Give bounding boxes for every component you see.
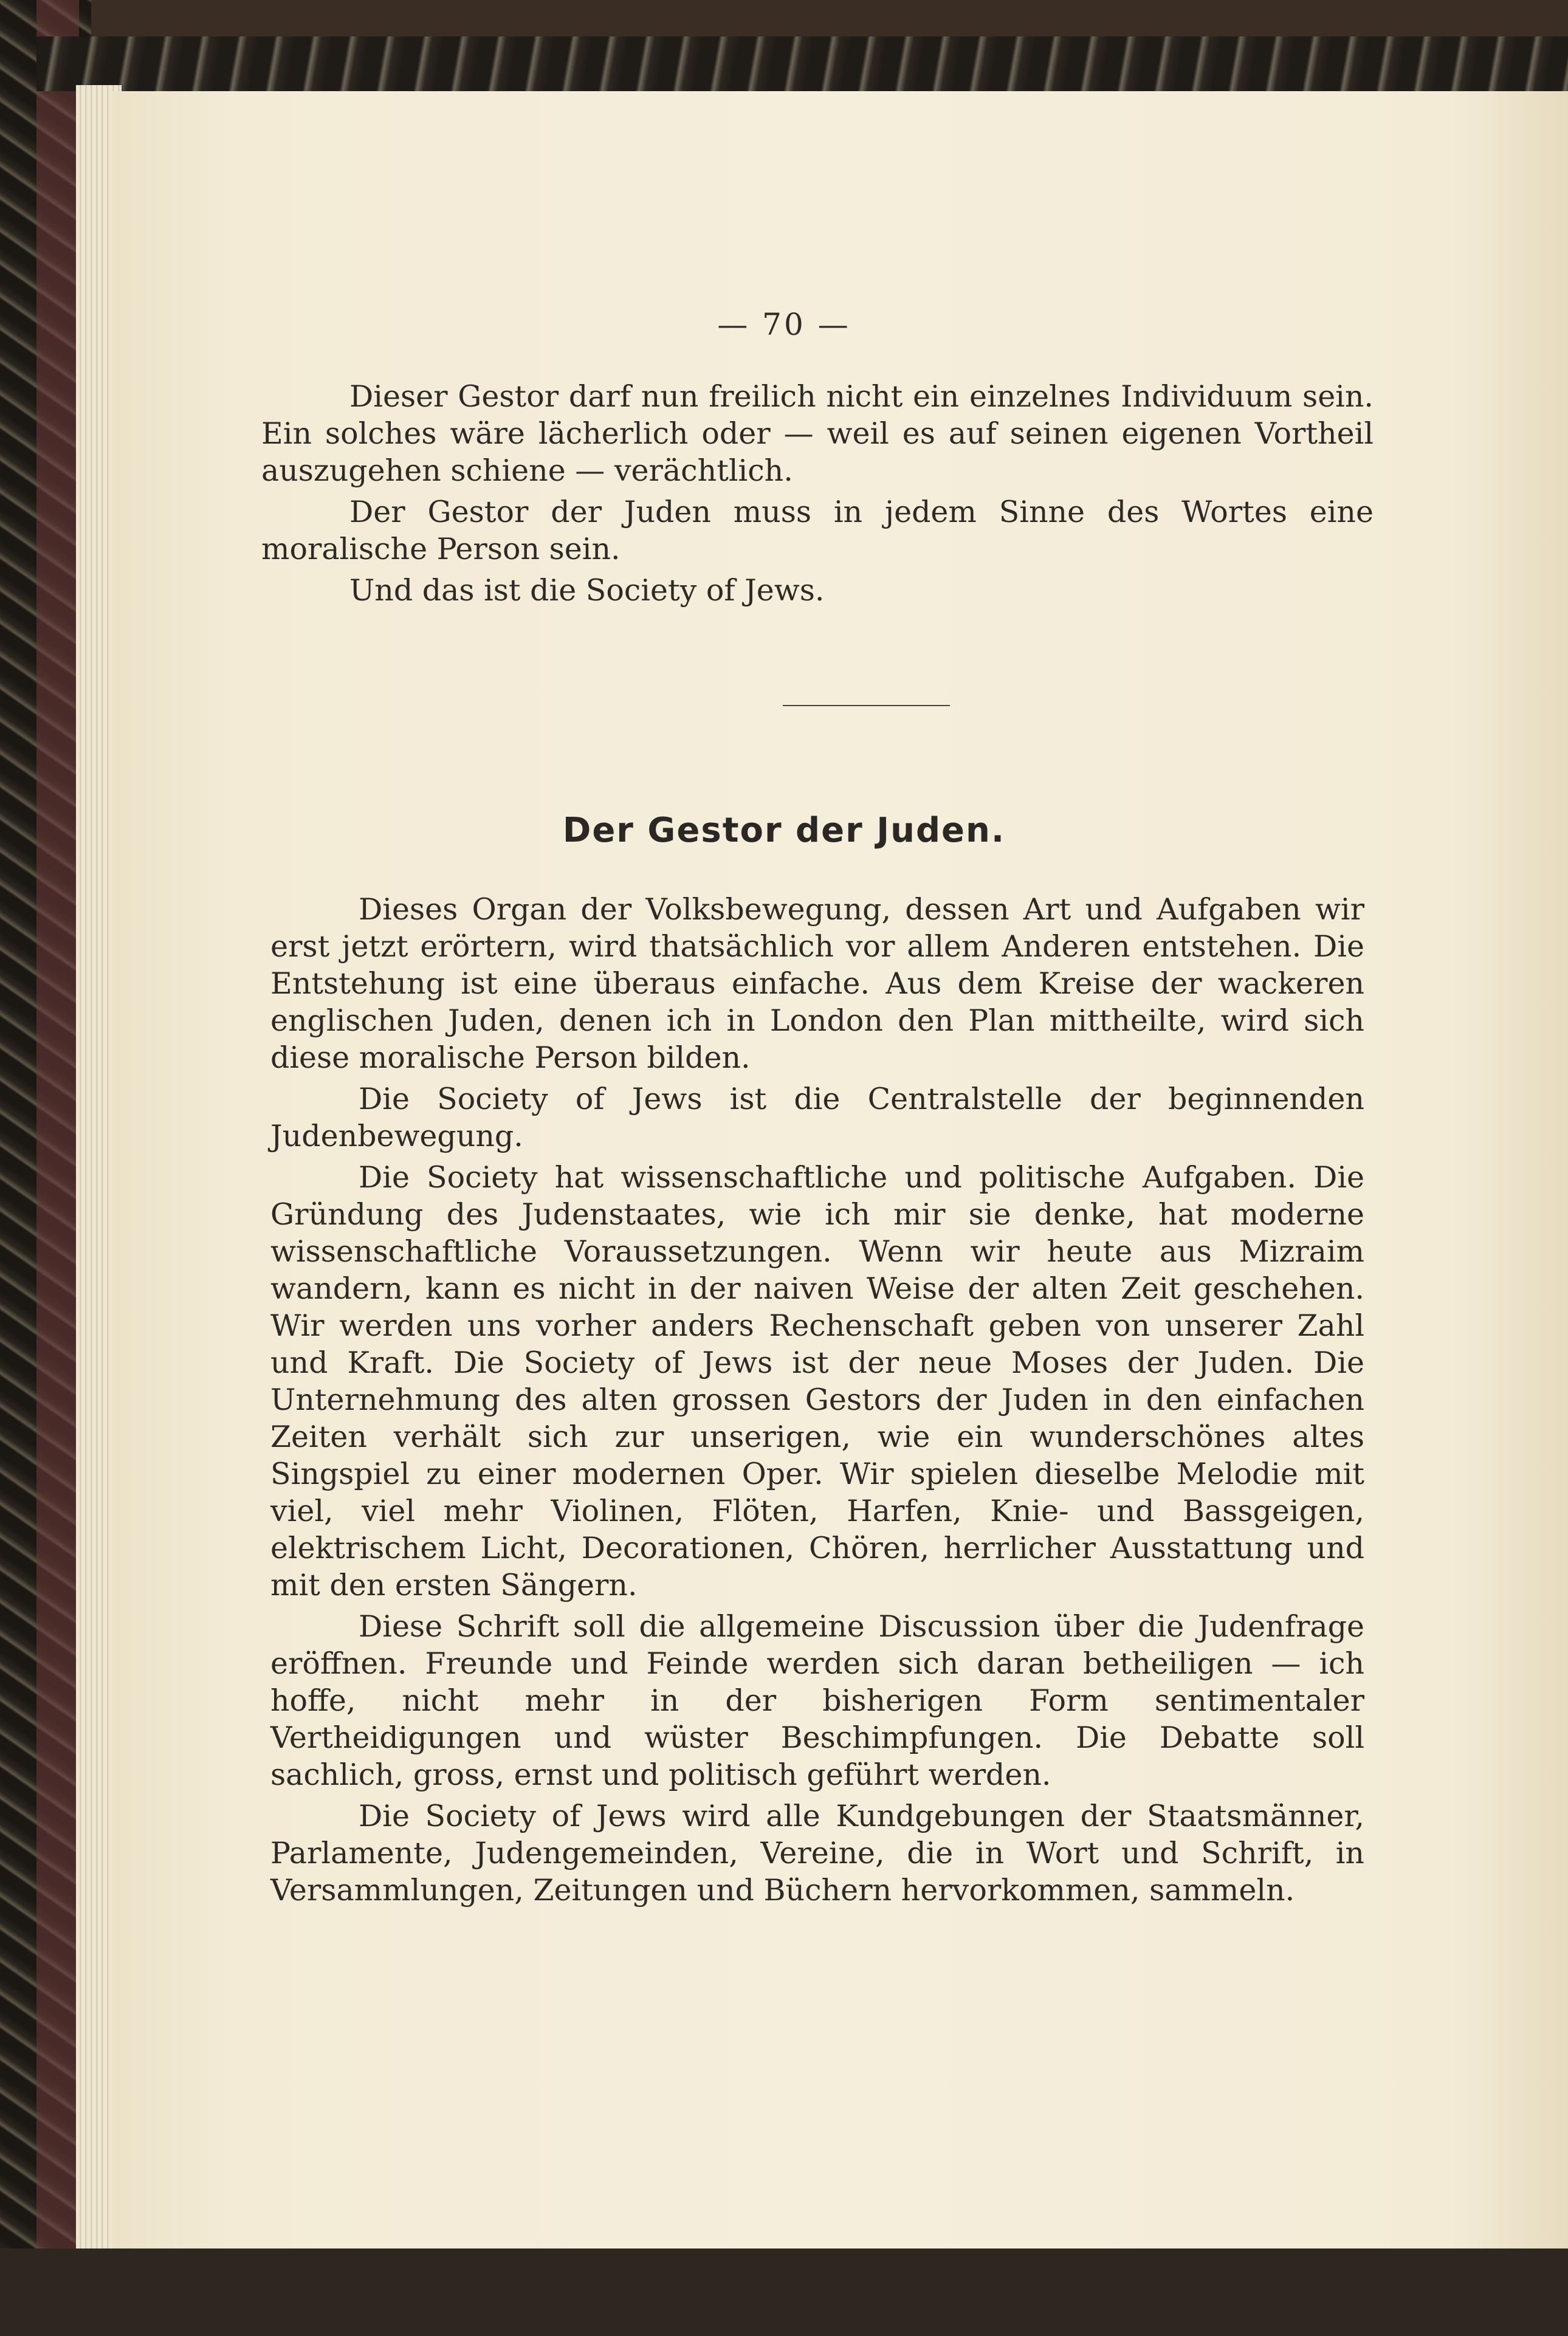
- intro-paragraph-3: Und das ist die Society of Jews.: [349, 573, 825, 608]
- section-paragraph-2: Die Society of Jews ist die Centralstelle der beginnenden Judenbewegung.: [270, 1082, 1364, 1153]
- section-paragraph-1: Dieses Organ der Volksbewegung, dessen Art und Aufgaben wir erst jetzt erörtern, wird thatsächlich vor allem Anderen entstehen. Die Entstehung ist eine überaus einfache. Aus dem Kreise der wackeren englischen Juden, denen ich in London den Plan mittheilte, wird sich diese moralische Person bilden.: [270, 892, 1364, 1075]
- section-heading: Der Gestor der Juden.: [562, 811, 1006, 850]
- intro-paragraph-1: Dieser Gestor darf nun freilich nicht ein einzelnes Individuum sein. Ein solches wäre lächerlich oder — weil es auf seinen eigenen Vortheil auszugehen schiene — verächtlich.: [261, 379, 1374, 488]
- book-cover-bottom: [0, 2248, 1568, 2336]
- book-cover-top-edge: [36, 36, 1568, 91]
- intro-paragraph-2: Der Gestor der Juden muss in jedem Sinne des Wortes eine moralische Person sein.: [261, 495, 1374, 566]
- section-paragraph-4: Diese Schrift soll die allgemeine Discussion über die Judenfrage eröffnen. Freunde und Feinde werden sich daran betheiligen — ich hoffe, nicht mehr in der bisherigen Form sentimentaler Vertheidigungen und wüster Beschimpfungen. Die Debatte soll sachlich, gross, ernst und politisch geführt werden.: [270, 1609, 1364, 1792]
- page-number: — 70 —: [717, 307, 851, 342]
- intro-text: [261, 378, 1374, 609]
- section-text: [270, 891, 1364, 1909]
- section-paragraph-5: Die Society of Jews wird alle Kundgebungen der Staatsmänner, Parlamente, Judengemeinden, Vereine, die in Wort und Schrift, in Versammlungen, Zeitungen und Büchern hervorkommen, sammeln.: [270, 1799, 1364, 1908]
- book-spine-band: [36, 0, 79, 2336]
- section-paragraph-3: Die Society hat wissenschaftliche und politische Aufgaben. Die Gründung des Judenstaates, wie ich mir sie denke, hat moderne wissenschaftliche Voraussetzungen. Wenn wir heute aus Mizraim wandern, kann es nicht in der naiven Weise der alten Zeit geschehen. Wir werden uns vorher anders Rechenschaft geben von unserer Zahl und Kraft. Die Society of Jews ist der neue Moses der Juden. Die Unternehmung des alten grossen Gestors der Juden in den einfachen Zeiten verhält sich zur unserigen, wie ein wunderschönes altes Singspiel zu einer modernen Oper. Wir spielen dieselbe Melodie mit viel, viel mehr Violinen, Flöten, Harfen, Knie- und Bassgeigen, elektrischem Licht, Decorationen, Chören, herrlicher Ausstattung und mit den ersten Sängern.: [270, 1160, 1364, 1603]
- section-divider: [783, 705, 950, 706]
